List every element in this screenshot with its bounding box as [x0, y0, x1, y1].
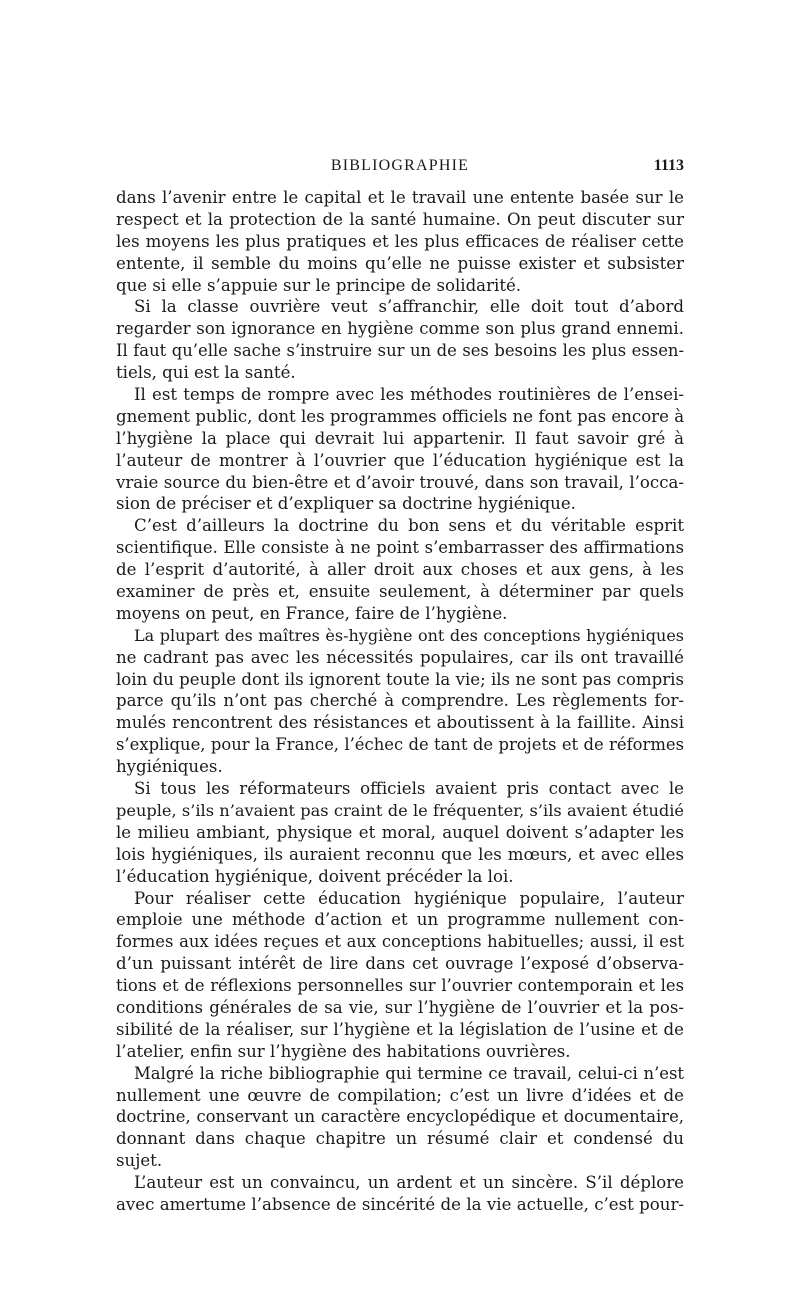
text-line: C’est d’ailleurs la doctrine du bon sens et du véritable esprit [134, 516, 684, 536]
running-header [116, 154, 684, 178]
text-line: d’un puissant intérêt de lire dans cet ouvrage l’exposé d’observa- [116, 954, 684, 974]
text-line: avec amertume l’absence de sincérité de la vie actuelle, c’est pour- [116, 1194, 684, 1214]
text-line: Il est temps de rompre avec les méthodes routinières de l’ensei- [134, 385, 684, 405]
text-line: parce qu’ils n’ont pas cherché à comprendre. Les règlements for- [116, 691, 684, 711]
text-line: Il faut qu’elle sache s’instruire sur un de ses besoins les plus essen- [116, 341, 684, 361]
text-line: lois hygiéniques, ils auraient reconnu que les mœurs, et avec elles [116, 844, 684, 864]
text-line: hygiéniques. [116, 757, 223, 777]
text-line: l’auteur de montrer à l’ouvrier que l’éducation hygiénique est la [116, 450, 684, 470]
text-line: de l’esprit d’autorité, à aller droit aux choses et aux gens, à les [116, 560, 684, 580]
text-line: les moyens les plus pratiques et les plus efficaces de réaliser cette [116, 231, 684, 251]
text-line: Si la classe ouvrière veut s’affranchir, elle doit tout d’abord [134, 297, 684, 317]
text-line: examiner de près et, ensuite seulement, à déterminer par quels [116, 582, 684, 602]
text-line: l’atelier, enfin sur l’hygiène des habitations ouvrières. [116, 1041, 571, 1061]
text-line: ne cadrant pas avec les nécessités populaires, car ils ont travaillé [116, 647, 684, 667]
text-line: que si elle s’appuie sur le principe de solidarité. [116, 275, 522, 295]
text-line: regarder son ignorance en hygiène comme son plus grand ennemi. [116, 319, 684, 339]
text-line: tiels, qui est la santé. [116, 363, 296, 383]
text-line: tions et de réflexions personnelles sur l’ouvrier contemporain et les [116, 976, 684, 996]
text-line: scientifique. Elle consiste à ne point s’embarrasser des affirmations [116, 538, 684, 558]
text-line: formes aux idées reçues et aux conceptions habituelles; aussi, il est [116, 932, 684, 952]
text-line: La plupart des maîtres ès-hygiène ont des conceptions hygiéniques [134, 625, 684, 645]
text-line: doctrine, conservant un caractère encyclopédique et documentaire, [116, 1107, 684, 1127]
text-line: conditions générales de sa vie, sur l’hygiène de l’ouvrier et la pos- [116, 997, 684, 1017]
text-line: vraie source du bien-être et d’avoir trouvé, dans son travail, l’occa- [116, 472, 684, 492]
text-line: entente, il semble du moins qu’elle ne puisse exister et subsister [116, 253, 684, 273]
text-line: emploie une méthode d’action et un programme nullement con- [116, 910, 684, 930]
text-line: sujet. [116, 1151, 163, 1171]
text-line: sibilité de la réaliser, sur l’hygiène et la législation de l’usine et de [116, 1019, 684, 1039]
text-line: gnement public, dont les programmes officiels ne font pas encore à [116, 406, 684, 426]
text-line: Pour réaliser cette éducation hygiénique populaire, l’auteur [134, 888, 684, 908]
text-line: l’éducation hygiénique, doivent précéder la loi. [116, 866, 514, 886]
text-line: moyens on peut, en France, faire de l’hygiène. [116, 603, 508, 623]
text-line: dans l’avenir entre le capital et le travail une entente basée sur le [116, 188, 684, 207]
text-line: peuple, s’ils n’avaient pas craint de le fréquenter, s’ils avaient étudié [116, 800, 684, 820]
text-line: loin du peuple dont ils ignorent toute la vie; ils ne sont pas compris [116, 669, 684, 689]
text-line: l’hygiène la place qui devrait lui appartenir. Il faut savoir gré à [116, 428, 684, 448]
text-line: mulés rencontrent des résistances et aboutissent à la faillite. Ainsi [116, 713, 684, 733]
text-line: Malgré la riche bibliographie qui termine ce travail, celui-ci n’est [134, 1063, 684, 1083]
page-number: 1113 [653, 157, 684, 174]
text-line: Si tous les réformateurs officiels avaient pris contact avec le [134, 779, 684, 799]
header-title: BIBLIOGRAPHIE [330, 157, 470, 174]
text-line: donnant dans chaque chapitre un résumé clair et condensé du [116, 1129, 684, 1149]
text-line: L’auteur est un convaincu, un ardent et un sincère. S’il déplore [134, 1173, 684, 1193]
text-line: sion de préciser et d’expliquer sa doctrine hygiénique. [116, 494, 576, 514]
text-line: s’explique, pour la France, l’échec de tant de projets et de réformes [116, 735, 684, 755]
text-line: le milieu ambiant, physique et moral, auquel doivent s’adapter les [116, 822, 684, 842]
body-text [116, 187, 684, 1216]
text-line: nullement une œuvre de compilation; c’est un livre d’idées et de [116, 1085, 684, 1105]
text-line: respect et la protection de la santé humaine. On peut discuter sur [116, 209, 684, 229]
